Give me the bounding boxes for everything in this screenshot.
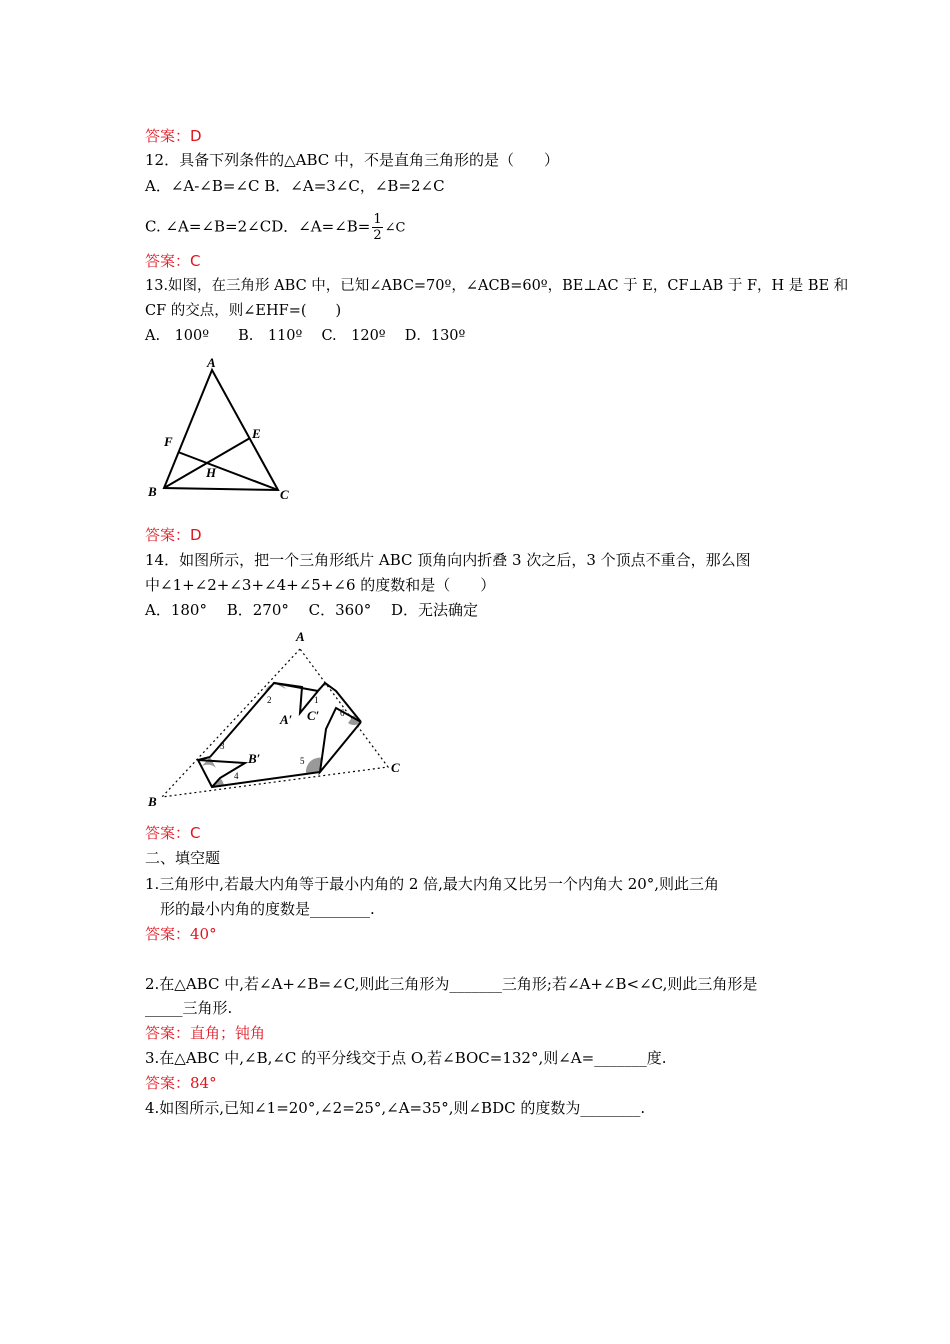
label-c-prime: C′ (307, 708, 320, 723)
fraction-one-half (372, 212, 382, 243)
q13-options: A. 100º B. 110º C. 120º D．130º (145, 328, 466, 344)
q14-folded-triangle-figure (140, 625, 420, 815)
triangle-abc (164, 370, 278, 490)
q14-stem-line2: 中∠1+∠2+∠3+∠4+∠5+∠6 的度数和是（ ） (145, 576, 496, 594)
fill-q3-line1: 3.在△ABC 中,∠B,∠C 的平分线交于点 O,若∠BOC=132°,则∠A=_______度. (145, 1049, 667, 1067)
section2-heading: 二、填空题 (145, 849, 221, 867)
fill-q1-line1: 1.三角形中,若最大内角等于最小内角的 2 倍,最大内角又比另一个内角大 20°,则此三角 (145, 875, 720, 893)
label-a: A (207, 355, 216, 370)
q14-stem-line1: 14．如图所示，把一个三角形纸片 ABC 顶角向内折叠 3 次之后，3 个顶点不重合，那么图 (145, 551, 751, 569)
angle-label-3: 3 (220, 741, 225, 751)
fill-q4-line1: 4.如图所示,已知∠1=20°,∠2=25°,∠A=35°,则∠BDC 的度数为________. (145, 1099, 646, 1117)
label-b: B (148, 794, 157, 809)
q13-stem-line2: CF 的交点，则∠EHF=( ) (145, 303, 342, 319)
fold-crease-a (274, 683, 318, 691)
label-b: B (148, 484, 157, 499)
label-e: E (252, 426, 261, 441)
fraction-denominator: 2 (373, 228, 382, 243)
angle-label-5: 5 (300, 756, 305, 766)
fill-q1-line2: 形的最小内角的度数是________. (160, 900, 375, 918)
label-c: C (280, 487, 289, 502)
q12-option-d-suffix: ∠C (384, 220, 406, 236)
label-f: F (164, 434, 173, 449)
fraction-numerator: 1 (373, 212, 382, 227)
q14-options: A．180° B．270° C．360° D．无法确定 (145, 601, 479, 619)
angle-label-4: 4 (234, 771, 239, 781)
fill-q3-answer: 答案：84° (145, 1074, 217, 1092)
fill-q2-line2: _____三角形. (145, 999, 233, 1017)
q13-answer: 答案：D (145, 526, 202, 544)
q11-answer: 答案：D (145, 127, 202, 145)
q12-options-ab: A．∠A-∠B=∠C B．∠A=3∠C，∠B=2∠C (145, 177, 445, 195)
q12-option-c: C. ∠A=∠B=2∠CD．∠A=∠B= (145, 217, 371, 236)
label-b-prime: B′ (248, 751, 261, 766)
label-h: H (206, 465, 217, 480)
q12-answer: 答案：C (145, 252, 201, 270)
label-a-prime: A′ (280, 712, 293, 727)
q13-stem-line1: 13.如图，在三角形 ABC 中，已知∠ABC=70º，∠ACB=60º，BE⊥AC 于 E，CF⊥AB 于 F，H 是 BE 和 (145, 278, 849, 294)
label-a: A (296, 629, 305, 644)
fill-q1-answer: 答案：40° (145, 925, 217, 943)
q12-stem: 12．具备下列条件的△ABC 中，不是直角三角形的是（ ） (145, 151, 560, 169)
fill-q2-line1: 2.在△ABC 中,若∠A+∠B=∠C,则此三角形为_______三角形;若∠A+∠B<∠C,则此三角形是 (145, 975, 758, 993)
q12-options-cd (145, 212, 405, 243)
angle-label-2: 2 (267, 695, 272, 705)
angle-label-1: 1 (314, 695, 319, 705)
angle-label-6: 6 (340, 708, 345, 718)
q14-answer: 答案：C (145, 824, 201, 842)
q13-triangle-figure (140, 350, 310, 510)
fill-q2-answer: 答案：直角；钝角 (145, 1024, 266, 1042)
label-c: C (391, 760, 400, 775)
